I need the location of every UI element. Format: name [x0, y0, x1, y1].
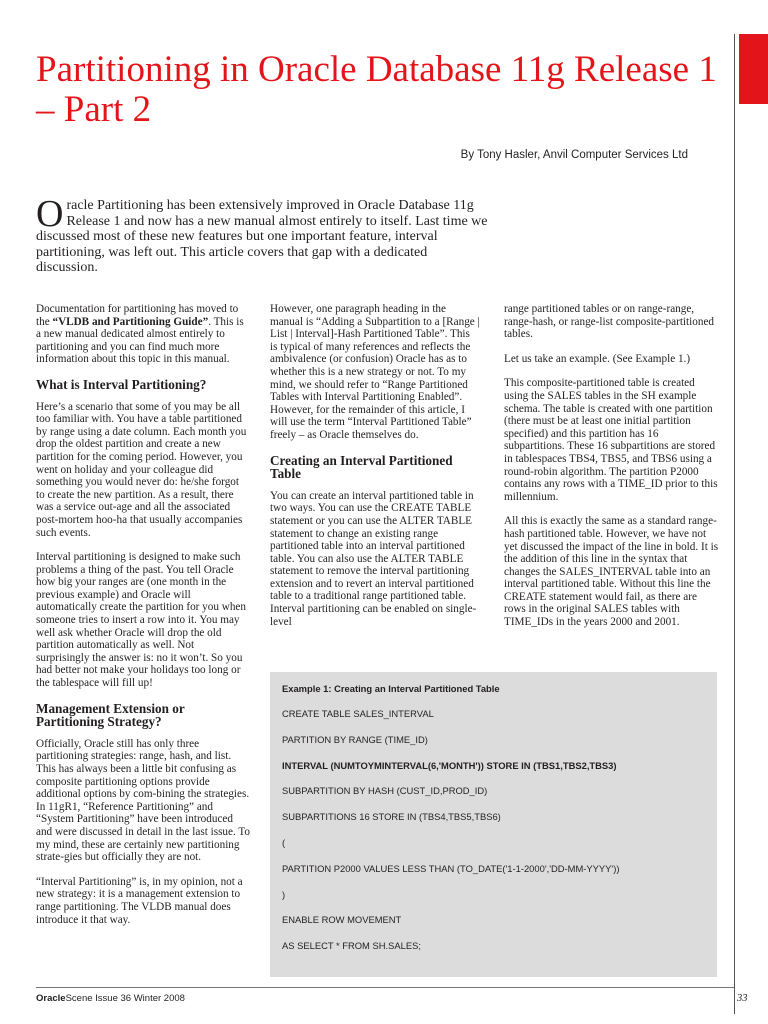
- code-line: AS SELECT * FROM SH.SALES;: [282, 940, 421, 952]
- drop-cap: O: [36, 193, 64, 235]
- manual-name: “VLDB and Partitioning Guide”: [52, 315, 209, 328]
- code-line: CREATE TABLE SALES_INTERVAL: [282, 708, 434, 719]
- byline: By Tony Hasler, Anvil Computer Services Ltd: [460, 149, 688, 161]
- paragraph: range partitioned tables or on range-range, range-hash, or range-list composite-partitioned tables.: [504, 303, 715, 341]
- column-1: [36, 303, 250, 938]
- example-code-box: [270, 672, 717, 977]
- intro-text: racle Partitioning has been extensively improved in Oracle Database 11g Release 1 and now has a new manual almost entirely to itself. Last time we discussed most of these new features but one important feature, interval partitioning, was left out. This article covers that gap with a dedicated discussion.: [36, 198, 488, 276]
- intro-paragraph: [36, 193, 491, 276]
- paragraph: Officially, Oracle still has only three partitioning strategies: range, hash, and list. This has always been a little bit confusing as composite partitioning options provide additional options by com-bining the strategies. In 11gR1, “Reference Partitioning” and “System Partitioning” have been introduced and were discussed in detail in the last issue. To my mind, these are certainly new partitioning strate-gies but officially they are not.: [36, 737, 251, 864]
- article-title: Partitioning in Oracle Database 11g Release 1 – Part 2: [36, 49, 717, 130]
- code-line-bold: INTERVAL (NUMTOYMINTERVAL(6,'MONTH')) STORE IN (TBS1,TBS2,TBS3): [282, 759, 617, 771]
- issue-info: Scene Issue 36 Winter 2008: [65, 993, 185, 1004]
- footer-rule: [36, 987, 734, 988]
- margin-rule: [734, 34, 735, 1014]
- paragraph: All this is exactly the same as a standard range-hash partitioned table. However, we have not yet discussed the impact of the line in bold. It is the addition of this line in the syntax that changes the SALES_INTERVAL table into an interval partitioned table. Without this line the CREATE statement would fail, as there are rows in the original SALES tables with TIME_IDs in the years 2000 and 2001.: [504, 515, 719, 629]
- paragraph: Interval partitioning is designed to make such problems a thing of the past. You tell Oracle how big your ranges are (one month in the previous example) and Oracle will automatically create the partition for you when someone tries to insert a row into it. You may well ask whether Oracle will drop the old partition automatically as well. Not surprisingly the answer is: no it won’t. So you had better not make your holidays too long or the tablespace will fill up!: [36, 551, 246, 690]
- example-title: Example 1: Creating an Interval Partitioned Table: [282, 683, 500, 694]
- code-line: (: [282, 836, 286, 848]
- paragraph: Documentation for partitioning has moved to the “VLDB and Partitioning Guide”. This is a new manual dedicated almost entirely to partitioning and you can find much more information about this topic in this manual.: [36, 303, 244, 366]
- code-line: ENABLE ROW MOVEMENT: [282, 914, 402, 926]
- column-3: [504, 303, 719, 641]
- paragraph: Let us take an example. (See Example 1.): [504, 352, 691, 365]
- paragraph: However, one paragraph heading in the manual is “Adding a Subpartition to a [Range | List | Interval]-Hash Partitioned Table”. This is typical of many references and reflects the ambivalence (or confusion) Oracle has as to whether this is a new strategy or not. To my mind, we should refer to “Range Partitioned Tables with Interval Partitioning Enabled”. However, for the remainder of this article, I will use the term “Interval Partitioned Table” freely – as Oracle themselves do.: [270, 303, 480, 441]
- code-line: PARTITION P2000 VALUES LESS THAN (TO_DATE('1-1-2000','DD-MM-YYYY')): [282, 862, 620, 874]
- magazine-brand: Oracle: [36, 993, 66, 1004]
- code-line: PARTITION BY RANGE (TIME_ID): [282, 733, 428, 745]
- paragraph: “Interval Partitioning” is, in my opinion, not a new strategy: it is a management extension to range partitioning. The VLDB manual does introduce it that way.: [36, 875, 243, 926]
- section-color-tab: [739, 34, 768, 104]
- code-line: SUBPARTITION BY HASH (CUST_ID,PROD_ID): [282, 785, 488, 797]
- section-heading: Management Extension or Partitioning Strategy?: [36, 700, 185, 730]
- code-line: ): [282, 888, 286, 900]
- paragraph: This composite-partitioned table is created using the SALES tables in the SH example schema. The table is created with one partition (there must be at least one initial partition specified) and this partition has 16 subpartitions. These 16 subpartitions are stored in tablespaces TBS4, TBS5, and TBS6 using a round-robin algorithm. The partition P2000 contains any rows with a TIME_ID prior to this millennium.: [504, 377, 718, 503]
- column-2: [270, 303, 480, 640]
- paragraph: Here’s a scenario that some of you may be all too familiar with. You have a table partitioned by range using a date column. Each month you drop the oldest partition and create a new partition for the coming period. However, you went on holiday and your colleague did something you would never do: he/she forgot to create the new partition. As a result, there was a service out-age and all the associated post-mortem hoo-ha that usually accompanies such events.: [36, 400, 247, 539]
- code-line: SUBPARTITIONS 16 STORE IN (TBS4,TBS5,TBS6): [282, 811, 501, 823]
- page-number: 33: [737, 993, 748, 1004]
- paragraph: You can create an interval partitioned table in two ways. You can use the CREATE TABLE statement or you can use the ALTER TABLE statement to change an existing range partitioned table into an interval partitioned table. You can also use the ALTER TABLE statement to remove the interval partitioning extension and to revert an interval partitioned table to a traditional range partitioned table. Interval partitioning can be enabled on single-level: [270, 489, 477, 628]
- section-heading: What is Interval Partitioning?: [36, 376, 207, 392]
- section-heading: Creating an Interval Partitioned Table: [270, 452, 453, 482]
- footer-issue: [36, 993, 185, 1004]
